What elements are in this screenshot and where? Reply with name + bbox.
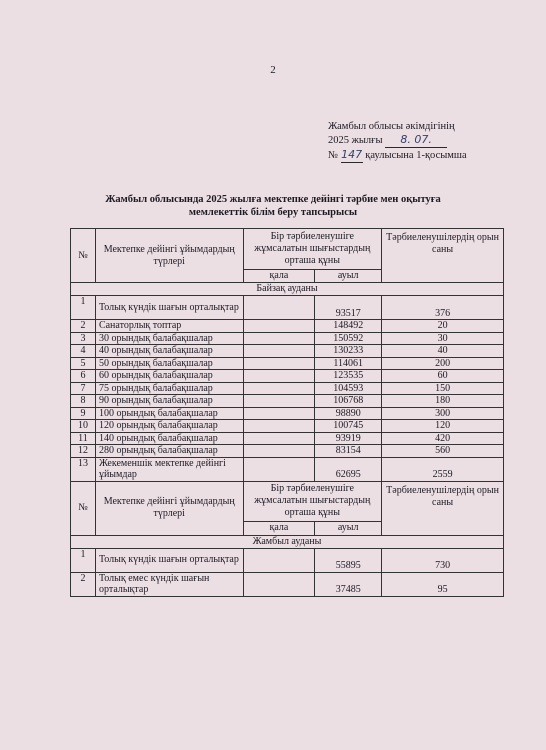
cell-no: 13: [71, 457, 96, 481]
cell-no: 5: [71, 357, 96, 370]
cell-places: 200: [382, 357, 504, 370]
cell-type: 75 орындық балабақшалар: [95, 382, 243, 395]
cell-no: 3: [71, 332, 96, 345]
cell-type: 120 орындық балабақшалар: [95, 420, 243, 433]
cell-type: Толық күндік шағын орталықтар: [95, 296, 243, 320]
cell-city: [243, 357, 315, 370]
approval-line-2: [328, 133, 467, 148]
cell-no: 2: [71, 320, 96, 333]
table-row: [71, 320, 504, 333]
title-line-1: Жамбыл облысында 2025 жылға мектепке дейінгі тәрбие мен оқытуға: [105, 194, 441, 205]
cell-village: 93517: [315, 296, 382, 320]
cell-places: 420: [382, 432, 504, 445]
district-row: [71, 535, 504, 548]
header-cost: Бір тәрбиеленушіге жұмсалатын шығыстардың орташа құны: [243, 229, 382, 270]
approval-date-handwritten: 8. 07.: [400, 133, 432, 146]
header-village: ауыл: [315, 522, 382, 536]
page-number: 2: [270, 64, 276, 76]
cell-places: 30: [382, 332, 504, 345]
cell-type: Санаторлық топтар: [95, 320, 243, 333]
cell-no: 6: [71, 370, 96, 383]
approval-number-handwritten: 147: [341, 148, 363, 161]
cell-village: 150592: [315, 332, 382, 345]
header-type: Мектепке дейінгі ұйымдардың түрлері: [95, 229, 243, 283]
cell-type: 280 орындық балабақшалар: [95, 445, 243, 458]
table-header-row: [71, 481, 504, 522]
cell-no: 9: [71, 407, 96, 420]
cell-city: [243, 432, 315, 445]
cell-no: 10: [71, 420, 96, 433]
cell-city: [243, 370, 315, 383]
cell-no: 4: [71, 345, 96, 358]
cell-village: 37485: [315, 572, 382, 596]
approval-block: [328, 120, 467, 163]
cell-type: Жекеменшік мектепке дейінгі ұйымдар: [95, 457, 243, 481]
document-title: [0, 193, 546, 219]
cell-no: 2: [71, 572, 96, 596]
cell-places: 60: [382, 370, 504, 383]
title-line-2: мемлекеттік білім беру тапсырысы: [188, 207, 358, 218]
cell-city: [243, 445, 315, 458]
table-row: [71, 345, 504, 358]
cell-type: Толық емес күндік шағын орталықтар: [95, 572, 243, 596]
cell-city: [243, 407, 315, 420]
cell-city: [243, 332, 315, 345]
cell-places: 180: [382, 395, 504, 408]
header-no: №: [71, 481, 96, 535]
cell-places: 150: [382, 382, 504, 395]
cell-city: [243, 457, 315, 481]
table-row: [71, 370, 504, 383]
cell-places: 300: [382, 407, 504, 420]
cell-places: 40: [382, 345, 504, 358]
approval-suffix: қаулысына 1-қосымша: [365, 150, 467, 161]
cell-village: 148492: [315, 320, 382, 333]
table-row: [71, 382, 504, 395]
cell-places: 730: [382, 548, 504, 572]
table-row: [71, 296, 504, 320]
approval-year: 2025 жылғы: [328, 135, 383, 146]
cell-type: 40 орындық балабақшалар: [95, 345, 243, 358]
table-row: [71, 357, 504, 370]
cell-no: 7: [71, 382, 96, 395]
district-name: Байзақ ауданы: [71, 283, 504, 296]
cell-village: 104593: [315, 382, 382, 395]
cell-city: [243, 572, 315, 596]
cell-type: 50 орындық балабақшалар: [95, 357, 243, 370]
cell-city: [243, 345, 315, 358]
approval-line-3: [328, 148, 467, 163]
cell-type: 30 орындық балабақшалар: [95, 332, 243, 345]
table-row: [71, 445, 504, 458]
district-name: Жамбыл ауданы: [71, 535, 504, 548]
header-no: №: [71, 229, 96, 283]
cell-type: 60 орындық балабақшалар: [95, 370, 243, 383]
table-row: [71, 332, 504, 345]
approval-number-blank: [341, 148, 363, 163]
cell-type: 140 орындық балабақшалар: [95, 432, 243, 445]
header-places: Тәрбиеленушілердің орын саны: [382, 481, 504, 535]
table-row: [71, 548, 504, 572]
cell-no: 11: [71, 432, 96, 445]
table-row: [71, 420, 504, 433]
cell-village: 83154: [315, 445, 382, 458]
table-body: [71, 229, 504, 597]
table-row: [71, 407, 504, 420]
table-row: [71, 395, 504, 408]
cell-village: 106768: [315, 395, 382, 408]
approval-no-sign: №: [328, 150, 339, 161]
cell-village: 123535: [315, 370, 382, 383]
cell-city: [243, 296, 315, 320]
cell-city: [243, 382, 315, 395]
cell-no: 12: [71, 445, 96, 458]
cell-places: 560: [382, 445, 504, 458]
header-type: Мектепке дейінгі ұйымдардың түрлері: [95, 481, 243, 535]
cell-places: 20: [382, 320, 504, 333]
cell-no: 1: [71, 548, 96, 572]
cell-village: 62695: [315, 457, 382, 481]
table-row: [71, 572, 504, 596]
cell-city: [243, 395, 315, 408]
header-village: ауыл: [315, 269, 382, 283]
cell-places: 376: [382, 296, 504, 320]
cell-type: 100 орындық балабақшалар: [95, 407, 243, 420]
table-header-row: [71, 229, 504, 270]
approval-date-blank: [385, 133, 447, 148]
header-city: қала: [243, 522, 315, 536]
cell-places: 2559: [382, 457, 504, 481]
cell-village: 100745: [315, 420, 382, 433]
table-row: [71, 457, 504, 481]
cell-city: [243, 420, 315, 433]
approval-line-1: Жамбыл облысы әкімдігінің: [328, 121, 455, 132]
state-order-table: [70, 228, 504, 597]
header-places: Тәрбиеленушілердің орын саны: [382, 229, 504, 283]
cell-village: 98890: [315, 407, 382, 420]
cell-village: 130233: [315, 345, 382, 358]
cell-city: [243, 320, 315, 333]
cell-village: 55895: [315, 548, 382, 572]
header-cost: Бір тәрбиеленушіге жұмсалатын шығыстардың орташа құны: [243, 481, 382, 522]
district-row: [71, 283, 504, 296]
cell-places: 95: [382, 572, 504, 596]
cell-type: 90 орындық балабақшалар: [95, 395, 243, 408]
cell-village: 114061: [315, 357, 382, 370]
cell-city: [243, 548, 315, 572]
header-city: қала: [243, 269, 315, 283]
cell-places: 120: [382, 420, 504, 433]
cell-type: Толық күндік шағын орталықтар: [95, 548, 243, 572]
cell-no: 8: [71, 395, 96, 408]
table-row: [71, 432, 504, 445]
cell-village: 93919: [315, 432, 382, 445]
cell-no: 1: [71, 296, 96, 320]
